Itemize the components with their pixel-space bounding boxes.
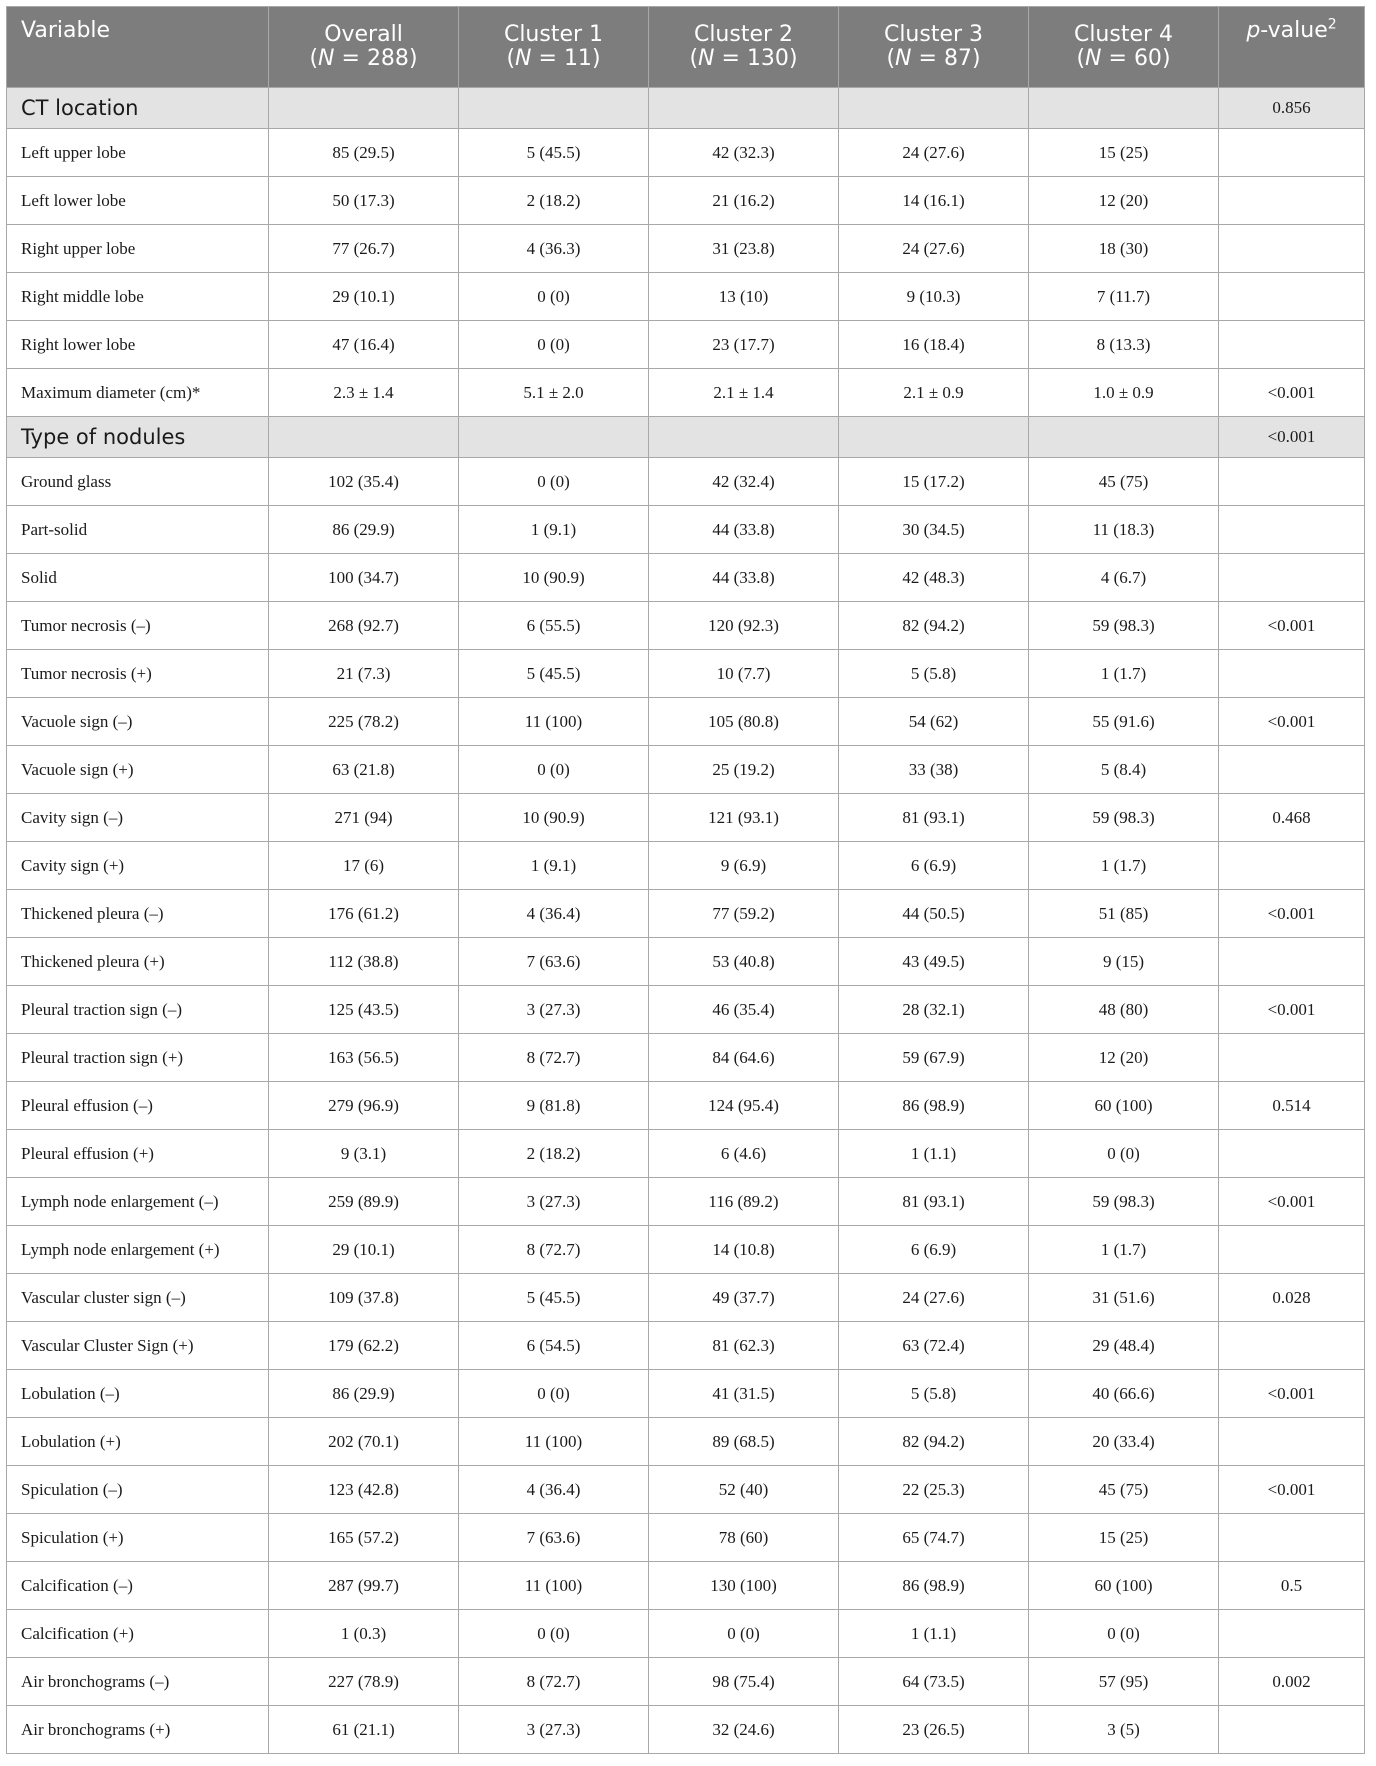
results-table [6, 6, 1365, 1754]
section-empty-cell [459, 88, 649, 129]
row-label: Calcification (+) [7, 1610, 269, 1658]
value-cell: 7 (63.6) [459, 1514, 649, 1562]
value-cell: 8 (72.7) [459, 1226, 649, 1274]
value-cell: 9 (15) [1029, 938, 1219, 986]
value-cell: 259 (89.9) [269, 1178, 459, 1226]
pvalue-cell: <0.001 [1219, 698, 1365, 746]
row-label: Tumor necrosis (–) [7, 602, 269, 650]
value-cell: 227 (78.9) [269, 1658, 459, 1706]
value-cell: 4 (36.4) [459, 1466, 649, 1514]
row-label: Air bronchograms (+) [7, 1706, 269, 1754]
header-cluster-2 [649, 7, 839, 88]
value-cell: 84 (64.6) [649, 1034, 839, 1082]
section-pvalue: <0.001 [1219, 417, 1365, 458]
section-row [7, 417, 1365, 458]
row-label: Left upper lobe [7, 129, 269, 177]
value-cell: 81 (62.3) [649, 1322, 839, 1370]
value-cell: 24 (27.6) [839, 129, 1029, 177]
value-cell: 8 (72.7) [459, 1658, 649, 1706]
value-cell: 0 (0) [459, 1610, 649, 1658]
table-row [7, 369, 1365, 417]
header-cluster-4-name: Cluster 4 [1073, 22, 1174, 47]
table-row [7, 1706, 1365, 1754]
value-cell: 9 (10.3) [839, 273, 1029, 321]
value-cell: 8 (13.3) [1029, 321, 1219, 369]
value-cell: 4 (6.7) [1029, 554, 1219, 602]
value-cell: 33 (38) [839, 746, 1029, 794]
table-row [7, 321, 1365, 369]
value-cell: 11 (100) [459, 1562, 649, 1610]
value-cell: 3 (27.3) [459, 986, 649, 1034]
section-empty-cell [269, 417, 459, 458]
section-empty-cell [839, 417, 1029, 458]
value-cell: 2 (18.2) [459, 1130, 649, 1178]
row-label: Cavity sign (+) [7, 842, 269, 890]
value-cell: 21 (7.3) [269, 650, 459, 698]
value-cell: 44 (50.5) [839, 890, 1029, 938]
value-cell: 22 (25.3) [839, 1466, 1029, 1514]
value-cell: 14 (16.1) [839, 177, 1029, 225]
section-empty-cell [649, 417, 839, 458]
pvalue-cell: <0.001 [1219, 369, 1365, 417]
value-cell: 6 (6.9) [839, 842, 1029, 890]
table-row [7, 1418, 1365, 1466]
row-label: Right middle lobe [7, 273, 269, 321]
value-cell: 3 (27.3) [459, 1178, 649, 1226]
value-cell: 98 (75.4) [649, 1658, 839, 1706]
table-row [7, 746, 1365, 794]
value-cell: 24 (27.6) [839, 1274, 1029, 1322]
pvalue-cell: <0.001 [1219, 1178, 1365, 1226]
header-cluster-1-n: (N = 11) [506, 46, 601, 71]
value-cell: 42 (32.4) [649, 458, 839, 506]
row-label: Right upper lobe [7, 225, 269, 273]
value-cell: 0 (0) [1029, 1130, 1219, 1178]
pvalue-cell [1219, 321, 1365, 369]
value-cell: 29 (10.1) [269, 273, 459, 321]
header-cluster-1 [459, 7, 649, 88]
value-cell: 100 (34.7) [269, 554, 459, 602]
table-row [7, 1610, 1365, 1658]
header-cluster-3 [839, 7, 1029, 88]
value-cell: 59 (67.9) [839, 1034, 1029, 1082]
pvalue-cell [1219, 458, 1365, 506]
table-row [7, 1034, 1365, 1082]
value-cell: 2.1 ± 1.4 [649, 369, 839, 417]
value-cell: 86 (98.9) [839, 1562, 1029, 1610]
value-cell: 45 (75) [1029, 458, 1219, 506]
value-cell: 18 (30) [1029, 225, 1219, 273]
row-label: Vacuole sign (–) [7, 698, 269, 746]
value-cell: 29 (10.1) [269, 1226, 459, 1274]
value-cell: 4 (36.3) [459, 225, 649, 273]
row-label: Right lower lobe [7, 321, 269, 369]
section-label: Type of nodules [7, 417, 269, 458]
table-row [7, 1082, 1365, 1130]
value-cell: 15 (17.2) [839, 458, 1029, 506]
value-cell: 121 (93.1) [649, 794, 839, 842]
value-cell: 60 (100) [1029, 1562, 1219, 1610]
value-cell: 120 (92.3) [649, 602, 839, 650]
value-cell: 9 (81.8) [459, 1082, 649, 1130]
value-cell: 109 (37.8) [269, 1274, 459, 1322]
section-label: CT location [7, 88, 269, 129]
value-cell: 82 (94.2) [839, 1418, 1029, 1466]
section-empty-cell [1029, 88, 1219, 129]
table-row [7, 842, 1365, 890]
table-row [7, 698, 1365, 746]
pvalue-cell [1219, 1514, 1365, 1562]
value-cell: 6 (4.6) [649, 1130, 839, 1178]
row-label: Calcification (–) [7, 1562, 269, 1610]
value-cell: 1 (1.1) [839, 1130, 1029, 1178]
value-cell: 0 (0) [459, 273, 649, 321]
pvalue-cell [1219, 177, 1365, 225]
value-cell: 44 (33.8) [649, 506, 839, 554]
pvalue-cell: 0.028 [1219, 1274, 1365, 1322]
value-cell: 5 (8.4) [1029, 746, 1219, 794]
header-cluster-4-n: (N = 60) [1076, 46, 1171, 71]
value-cell: 51 (85) [1029, 890, 1219, 938]
row-label: Lobulation (+) [7, 1418, 269, 1466]
value-cell: 2.3 ± 1.4 [269, 369, 459, 417]
pvalue-cell: 0.002 [1219, 1658, 1365, 1706]
value-cell: 82 (94.2) [839, 602, 1029, 650]
value-cell: 81 (93.1) [839, 1178, 1029, 1226]
value-cell: 20 (33.4) [1029, 1418, 1219, 1466]
value-cell: 179 (62.2) [269, 1322, 459, 1370]
value-cell: 23 (26.5) [839, 1706, 1029, 1754]
value-cell: 3 (27.3) [459, 1706, 649, 1754]
value-cell: 63 (21.8) [269, 746, 459, 794]
pvalue-cell: 0.514 [1219, 1082, 1365, 1130]
value-cell: 163 (56.5) [269, 1034, 459, 1082]
value-cell: 40 (66.6) [1029, 1370, 1219, 1418]
value-cell: 1 (9.1) [459, 506, 649, 554]
row-label: Pleural effusion (–) [7, 1082, 269, 1130]
value-cell: 102 (35.4) [269, 458, 459, 506]
value-cell: 116 (89.2) [649, 1178, 839, 1226]
value-cell: 112 (38.8) [269, 938, 459, 986]
value-cell: 2 (18.2) [459, 177, 649, 225]
table-row [7, 1274, 1365, 1322]
value-cell: 16 (18.4) [839, 321, 1029, 369]
table-row [7, 938, 1365, 986]
table-row [7, 129, 1365, 177]
value-cell: 1.0 ± 0.9 [1029, 369, 1219, 417]
row-label: Thickened pleura (+) [7, 938, 269, 986]
value-cell: 15 (25) [1029, 129, 1219, 177]
value-cell: 52 (40) [649, 1466, 839, 1514]
value-cell: 55 (91.6) [1029, 698, 1219, 746]
value-cell: 165 (57.2) [269, 1514, 459, 1562]
value-cell: 5 (5.8) [839, 650, 1029, 698]
table-row [7, 554, 1365, 602]
value-cell: 21 (16.2) [649, 177, 839, 225]
row-label: Left lower lobe [7, 177, 269, 225]
value-cell: 17 (6) [269, 842, 459, 890]
value-cell: 268 (92.7) [269, 602, 459, 650]
pvalue-cell [1219, 1130, 1365, 1178]
value-cell: 43 (49.5) [839, 938, 1029, 986]
value-cell: 105 (80.8) [649, 698, 839, 746]
value-cell: 130 (100) [649, 1562, 839, 1610]
value-cell: 29 (48.4) [1029, 1322, 1219, 1370]
table-row [7, 986, 1365, 1034]
pvalue-cell: 0.5 [1219, 1562, 1365, 1610]
value-cell: 225 (78.2) [269, 698, 459, 746]
value-cell: 86 (29.9) [269, 1370, 459, 1418]
value-cell: 11 (18.3) [1029, 506, 1219, 554]
pvalue-cell [1219, 650, 1365, 698]
value-cell: 63 (72.4) [839, 1322, 1029, 1370]
value-cell: 65 (74.7) [839, 1514, 1029, 1562]
value-cell: 31 (51.6) [1029, 1274, 1219, 1322]
pvalue-cell: <0.001 [1219, 986, 1365, 1034]
table-row [7, 650, 1365, 698]
header-overall-name: Overall [324, 22, 403, 47]
pvalue-cell: <0.001 [1219, 1466, 1365, 1514]
value-cell: 60 (100) [1029, 1082, 1219, 1130]
section-empty-cell [839, 88, 1029, 129]
value-cell: 81 (93.1) [839, 794, 1029, 842]
row-label: Vascular Cluster Sign (+) [7, 1322, 269, 1370]
value-cell: 6 (54.5) [459, 1322, 649, 1370]
header-cluster-1-name: Cluster 1 [503, 22, 604, 47]
value-cell: 6 (6.9) [839, 1226, 1029, 1274]
value-cell: 57 (95) [1029, 1658, 1219, 1706]
value-cell: 77 (26.7) [269, 225, 459, 273]
value-cell: 44 (33.8) [649, 554, 839, 602]
pvalue-cell: <0.001 [1219, 602, 1365, 650]
value-cell: 5 (5.8) [839, 1370, 1029, 1418]
pvalue-cell: <0.001 [1219, 890, 1365, 938]
value-cell: 10 (90.9) [459, 554, 649, 602]
value-cell: 59 (98.3) [1029, 1178, 1219, 1226]
value-cell: 8 (72.7) [459, 1034, 649, 1082]
row-label: Tumor necrosis (+) [7, 650, 269, 698]
value-cell: 0 (0) [1029, 1610, 1219, 1658]
value-cell: 45 (75) [1029, 1466, 1219, 1514]
value-cell: 10 (7.7) [649, 650, 839, 698]
pvalue-cell [1219, 225, 1365, 273]
row-label: Part-solid [7, 506, 269, 554]
row-label: Air bronchograms (–) [7, 1658, 269, 1706]
value-cell: 47 (16.4) [269, 321, 459, 369]
value-cell: 14 (10.8) [649, 1226, 839, 1274]
value-cell: 59 (98.3) [1029, 794, 1219, 842]
pvalue-cell: <0.001 [1219, 1370, 1365, 1418]
value-cell: 23 (17.7) [649, 321, 839, 369]
table-row [7, 1562, 1365, 1610]
section-empty-cell [649, 88, 839, 129]
header-cluster-2-name: Cluster 2 [693, 22, 794, 47]
value-cell: 9 (6.9) [649, 842, 839, 890]
value-cell: 31 (23.8) [649, 225, 839, 273]
pvalue-cell [1219, 506, 1365, 554]
row-label: Ground glass [7, 458, 269, 506]
value-cell: 287 (99.7) [269, 1562, 459, 1610]
pvalue-cell [1219, 1706, 1365, 1754]
value-cell: 46 (35.4) [649, 986, 839, 1034]
value-cell: 271 (94) [269, 794, 459, 842]
value-cell: 50 (17.3) [269, 177, 459, 225]
table-row [7, 1322, 1365, 1370]
row-label: Lymph node enlargement (–) [7, 1178, 269, 1226]
pvalue-cell [1219, 554, 1365, 602]
value-cell: 2.1 ± 0.9 [839, 369, 1029, 417]
value-cell: 0 (0) [459, 746, 649, 794]
value-cell: 1 (9.1) [459, 842, 649, 890]
value-cell: 48 (80) [1029, 986, 1219, 1034]
row-label: Spiculation (–) [7, 1466, 269, 1514]
pvalue-cell [1219, 129, 1365, 177]
pvalue-cell [1219, 1610, 1365, 1658]
header-cluster-3-name: Cluster 3 [883, 22, 984, 47]
value-cell: 1 (1.7) [1029, 650, 1219, 698]
table-row [7, 458, 1365, 506]
header-cluster-4 [1029, 7, 1219, 88]
value-cell: 53 (40.8) [649, 938, 839, 986]
pvalue-cell [1219, 938, 1365, 986]
value-cell: 279 (96.9) [269, 1082, 459, 1130]
header-cluster-3-n: (N = 87) [886, 46, 981, 71]
value-cell: 42 (32.3) [649, 129, 839, 177]
value-cell: 176 (61.2) [269, 890, 459, 938]
value-cell: 49 (37.7) [649, 1274, 839, 1322]
pvalue-cell [1219, 1226, 1365, 1274]
value-cell: 59 (98.3) [1029, 602, 1219, 650]
value-cell: 28 (32.1) [839, 986, 1029, 1034]
row-label: Vacuole sign (+) [7, 746, 269, 794]
header-pvalue: p-value$^2$ [1219, 7, 1365, 88]
value-cell: 86 (98.9) [839, 1082, 1029, 1130]
value-cell: 11 (100) [459, 1418, 649, 1466]
row-label: Cavity sign (–) [7, 794, 269, 842]
value-cell: 15 (25) [1029, 1514, 1219, 1562]
value-cell: 10 (90.9) [459, 794, 649, 842]
value-cell: 86 (29.9) [269, 506, 459, 554]
row-label: Vascular cluster sign (–) [7, 1274, 269, 1322]
header-cluster-2-n: (N = 130) [689, 46, 798, 71]
value-cell: 0 (0) [649, 1610, 839, 1658]
table-row [7, 273, 1365, 321]
value-cell: 12 (20) [1029, 1034, 1219, 1082]
value-cell: 1 (1.7) [1029, 1226, 1219, 1274]
value-cell: 5 (45.5) [459, 650, 649, 698]
header-overall-n: (N = 288) [309, 46, 418, 71]
header-row [7, 7, 1365, 88]
row-label: Pleural effusion (+) [7, 1130, 269, 1178]
row-label: Lobulation (–) [7, 1370, 269, 1418]
value-cell: 41 (31.5) [649, 1370, 839, 1418]
pvalue-cell [1219, 1034, 1365, 1082]
value-cell: 30 (34.5) [839, 506, 1029, 554]
section-pvalue: 0.856 [1219, 88, 1365, 129]
value-cell: 32 (24.6) [649, 1706, 839, 1754]
row-label: Solid [7, 554, 269, 602]
value-cell: 85 (29.5) [269, 129, 459, 177]
section-empty-cell [459, 417, 649, 458]
table-row [7, 1514, 1365, 1562]
value-cell: 5 (45.5) [459, 129, 649, 177]
row-label: Spiculation (+) [7, 1514, 269, 1562]
value-cell: 0 (0) [459, 458, 649, 506]
value-cell: 6 (55.5) [459, 602, 649, 650]
value-cell: 125 (43.5) [269, 986, 459, 1034]
header-overall [269, 7, 459, 88]
table-row [7, 1178, 1365, 1226]
pvalue-cell [1219, 842, 1365, 890]
table-row [7, 225, 1365, 273]
value-cell: 1 (1.1) [839, 1610, 1029, 1658]
table-row [7, 1130, 1365, 1178]
section-empty-cell [269, 88, 459, 129]
value-cell: 78 (60) [649, 1514, 839, 1562]
value-cell: 202 (70.1) [269, 1418, 459, 1466]
value-cell: 13 (10) [649, 273, 839, 321]
value-cell: 7 (11.7) [1029, 273, 1219, 321]
value-cell: 0 (0) [459, 321, 649, 369]
row-label: Thickened pleura (–) [7, 890, 269, 938]
value-cell: 1 (1.7) [1029, 842, 1219, 890]
table-row [7, 1226, 1365, 1274]
section-row [7, 88, 1365, 129]
pvalue-cell [1219, 1418, 1365, 1466]
value-cell: 12 (20) [1029, 177, 1219, 225]
value-cell: 11 (100) [459, 698, 649, 746]
value-cell: 7 (63.6) [459, 938, 649, 986]
table-row [7, 1658, 1365, 1706]
table-row [7, 506, 1365, 554]
value-cell: 4 (36.4) [459, 890, 649, 938]
value-cell: 9 (3.1) [269, 1130, 459, 1178]
pvalue-cell [1219, 1322, 1365, 1370]
section-empty-cell [1029, 417, 1219, 458]
table-row [7, 890, 1365, 938]
value-cell: 3 (5) [1029, 1706, 1219, 1754]
value-cell: 1 (0.3) [269, 1610, 459, 1658]
table-row [7, 177, 1365, 225]
value-cell: 42 (48.3) [839, 554, 1029, 602]
pvalue-cell [1219, 746, 1365, 794]
row-label: Pleural traction sign (+) [7, 1034, 269, 1082]
pvalue-cell: 0.468 [1219, 794, 1365, 842]
value-cell: 123 (42.8) [269, 1466, 459, 1514]
value-cell: 61 (21.1) [269, 1706, 459, 1754]
table-row [7, 602, 1365, 650]
value-cell: 24 (27.6) [839, 225, 1029, 273]
value-cell: 5.1 ± 2.0 [459, 369, 649, 417]
row-label: Lymph node enlargement (+) [7, 1226, 269, 1274]
value-cell: 5 (45.5) [459, 1274, 649, 1322]
value-cell: 54 (62) [839, 698, 1029, 746]
header-variable: Variable [7, 7, 269, 88]
value-cell: 89 (68.5) [649, 1418, 839, 1466]
row-label: Pleural traction sign (–) [7, 986, 269, 1034]
table-row [7, 1466, 1365, 1514]
value-cell: 25 (19.2) [649, 746, 839, 794]
value-cell: 0 (0) [459, 1370, 649, 1418]
value-cell: 77 (59.2) [649, 890, 839, 938]
table-row [7, 794, 1365, 842]
row-label: Maximum diameter (cm)* [7, 369, 269, 417]
value-cell: 64 (73.5) [839, 1658, 1029, 1706]
value-cell: 124 (95.4) [649, 1082, 839, 1130]
table-row [7, 1370, 1365, 1418]
pvalue-cell [1219, 273, 1365, 321]
